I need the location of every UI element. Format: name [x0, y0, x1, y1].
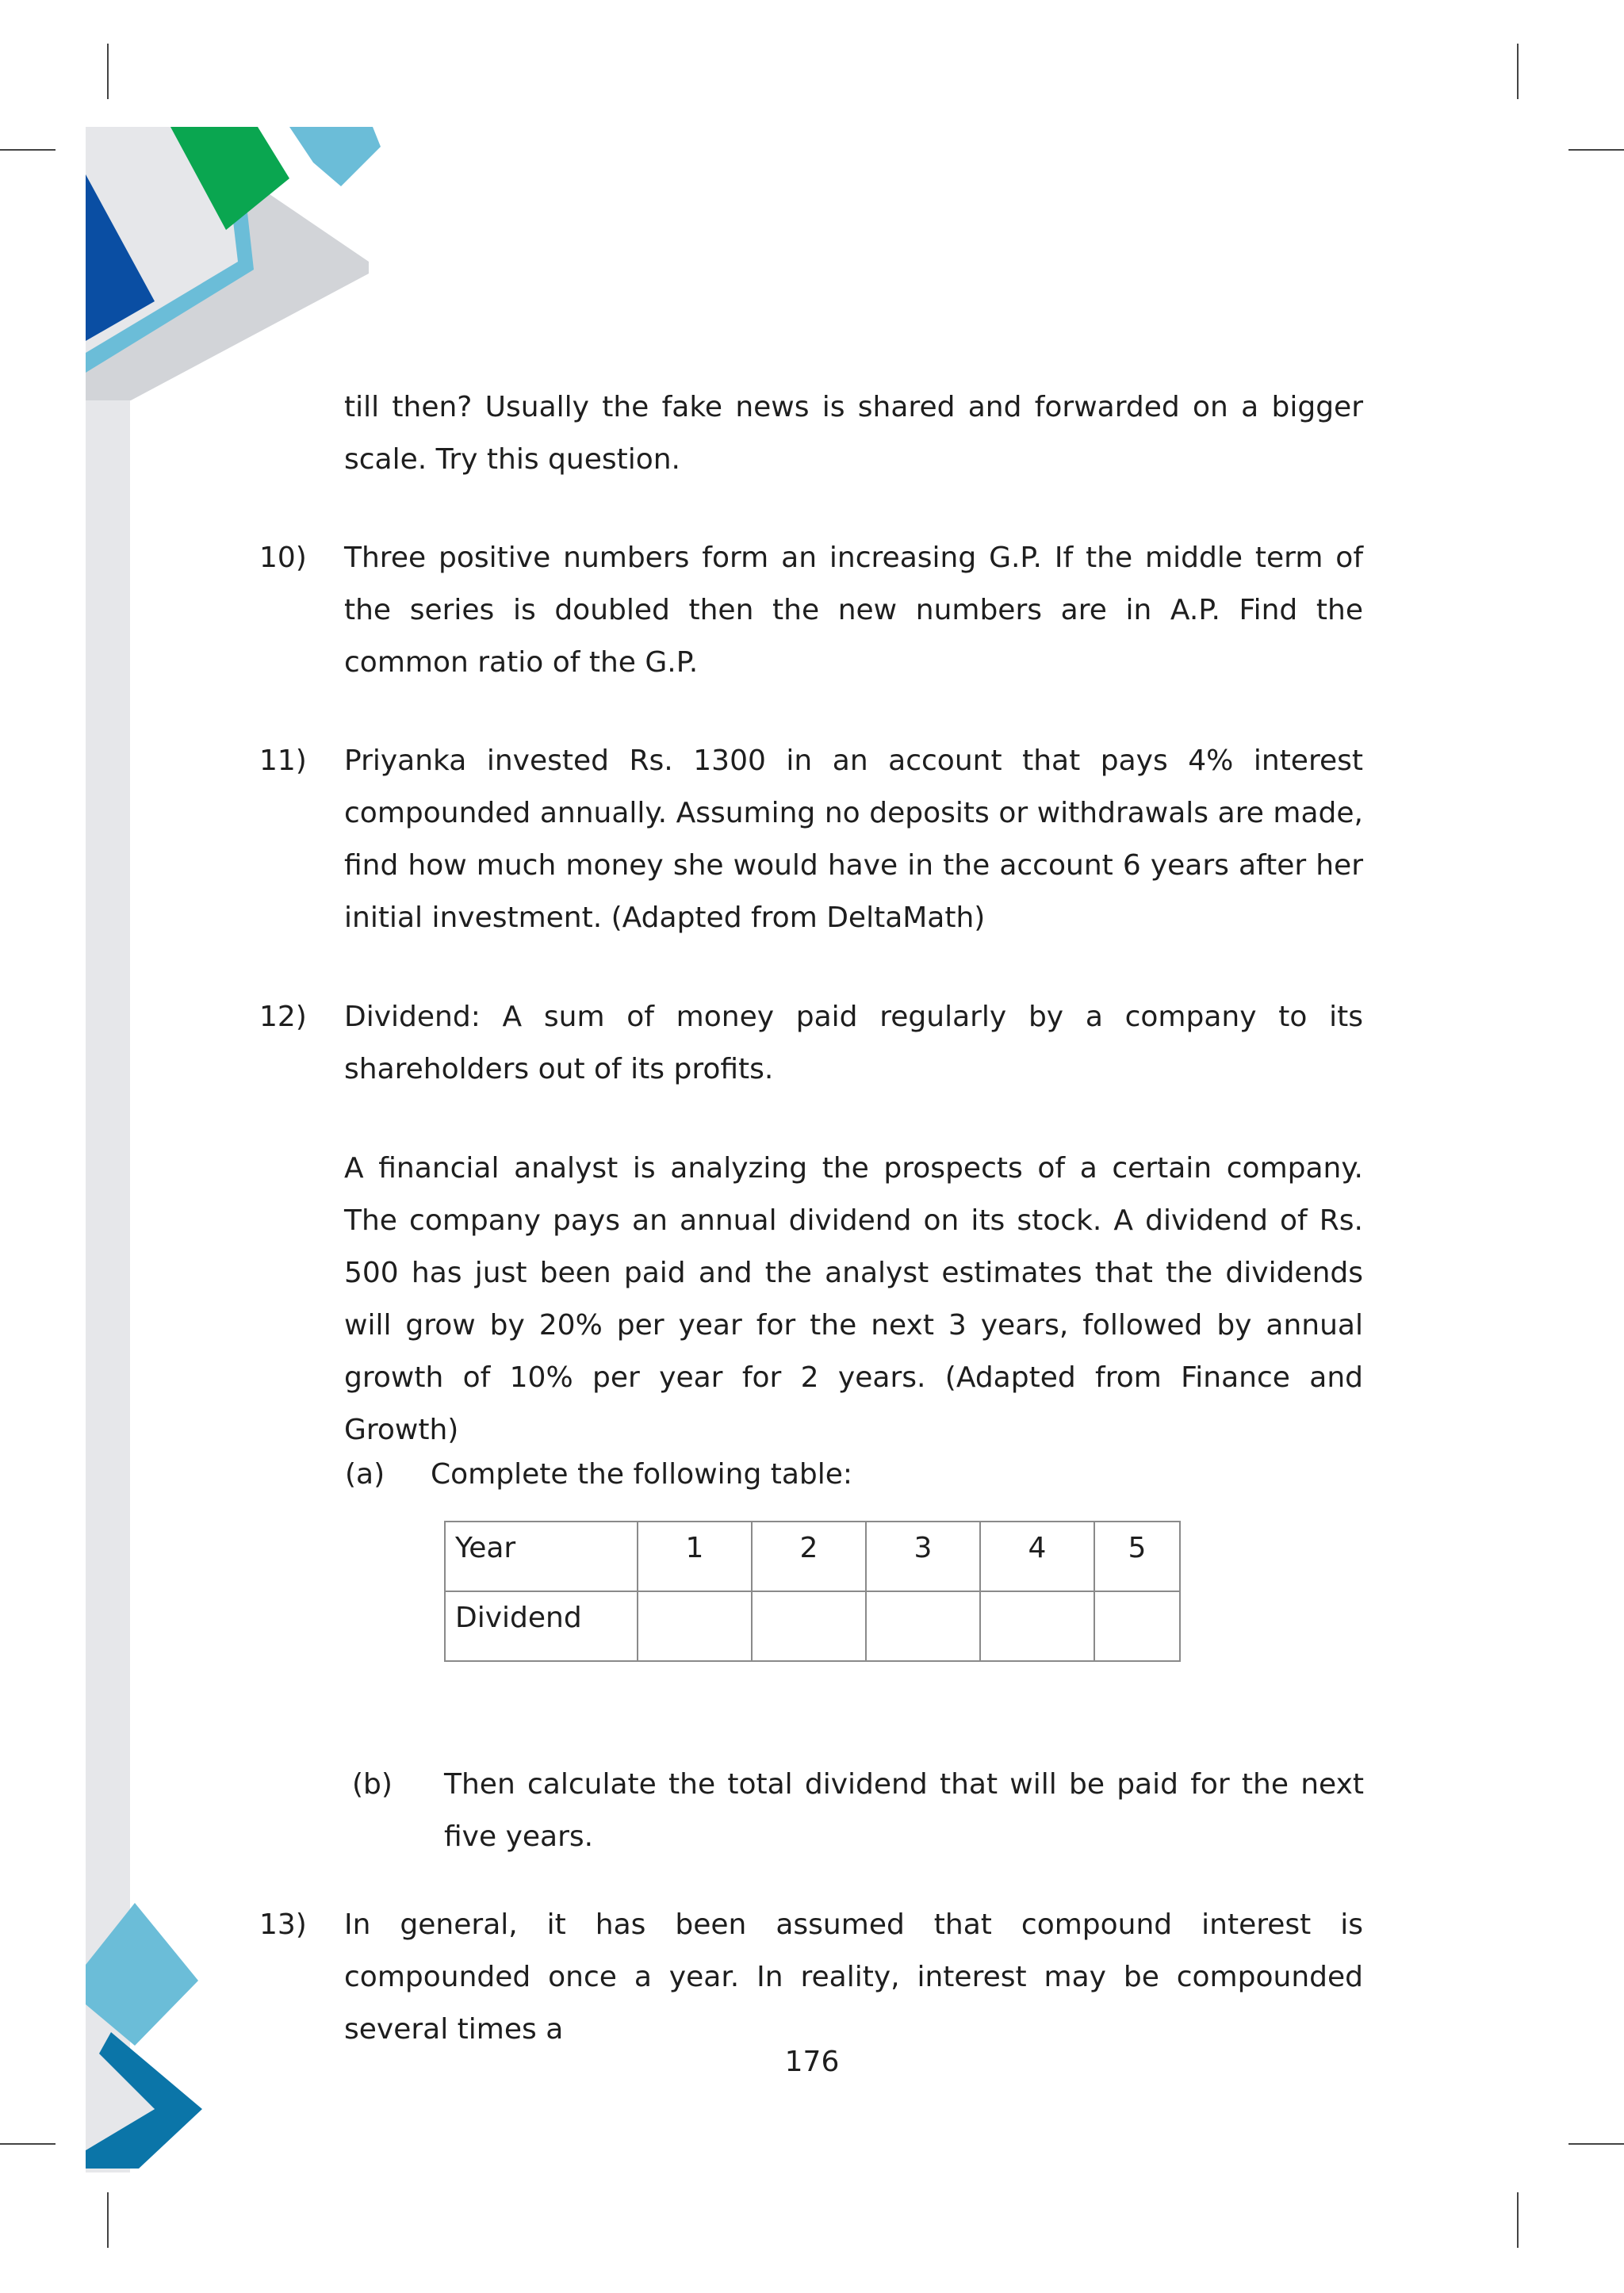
- table-year-1: 1: [638, 1522, 752, 1591]
- table-row-dividend: [445, 1591, 1180, 1661]
- crop-mark-bottom-right-v: [1517, 2192, 1519, 2248]
- crop-mark-top-right-v: [1517, 44, 1519, 99]
- table-year-3: 3: [866, 1522, 980, 1591]
- table-dividend-cell-3: [866, 1591, 980, 1661]
- question-number-10: 10): [259, 542, 307, 574]
- table-header-dividend: Dividend: [445, 1591, 638, 1661]
- dividend-table: [444, 1521, 1181, 1662]
- part-b-text: Then calculate the total dividend that will be paid for the next five years.: [444, 1768, 1364, 1853]
- question-10-text: Three positive numbers form an increasing G.P. If the middle term of the series is doubled then the new numbers are in A.P. Find the common ratio of the G.P.: [344, 542, 1363, 679]
- question-13-text: In general, it has been assumed that compound interest is compounded once a year. In reality, interest may be compounded several times a: [344, 1908, 1363, 2046]
- table-header-year: Year: [445, 1522, 638, 1591]
- question-11-text: Priyanka invested Rs. 1300 in an account that pays 4% interest compounded annually. Assuming no deposits or withdrawals are made, find how much money she would have in the account 6 years after her initial investment. (Adapted from DeltaMath): [344, 745, 1363, 934]
- part-a-text: Complete the following table:: [431, 1458, 853, 1491]
- question-number-11: 11): [259, 745, 307, 777]
- table-row-year: [445, 1522, 1180, 1591]
- table-year-2: 2: [752, 1522, 866, 1591]
- continuation-paragraph: till then? Usually the fake news is shared and forwarded on a bigger scale. Try this question.: [344, 391, 1363, 476]
- table-dividend-cell-2: [752, 1591, 866, 1661]
- table-year-4: 4: [980, 1522, 1094, 1591]
- crop-mark-bottom-right-h: [1568, 2143, 1624, 2145]
- question-number-13: 13): [259, 1908, 307, 1941]
- question-12-definition: Dividend: A sum of money paid regularly by a company to its shareholders out of its profits.: [344, 1001, 1363, 1085]
- crop-mark-top-right-h: [1568, 149, 1624, 151]
- question-12-scenario: A financial analyst is analyzing the prospects of a certain company. The company pays an annual dividend on its stock. A dividend of Rs. 500 has just been paid and the analyst estimates that the dividends will grow by 20% per year for the next 3 years, followed by annual growth of 10% per year for 2 years. (Adapted from Finance and Growth): [344, 1152, 1363, 1446]
- table-dividend-cell-5: [1094, 1591, 1180, 1661]
- page-number: 176: [784, 2046, 840, 2078]
- table-year-5: 5: [1094, 1522, 1180, 1591]
- page-decoration-graphic: [0, 0, 396, 2293]
- part-a-label: (a): [345, 1458, 385, 1491]
- question-number-12: 12): [259, 1001, 307, 1033]
- table-dividend-cell-4: [980, 1591, 1094, 1661]
- table-dividend-cell-1: [638, 1591, 752, 1661]
- part-b-label: (b): [352, 1768, 393, 1801]
